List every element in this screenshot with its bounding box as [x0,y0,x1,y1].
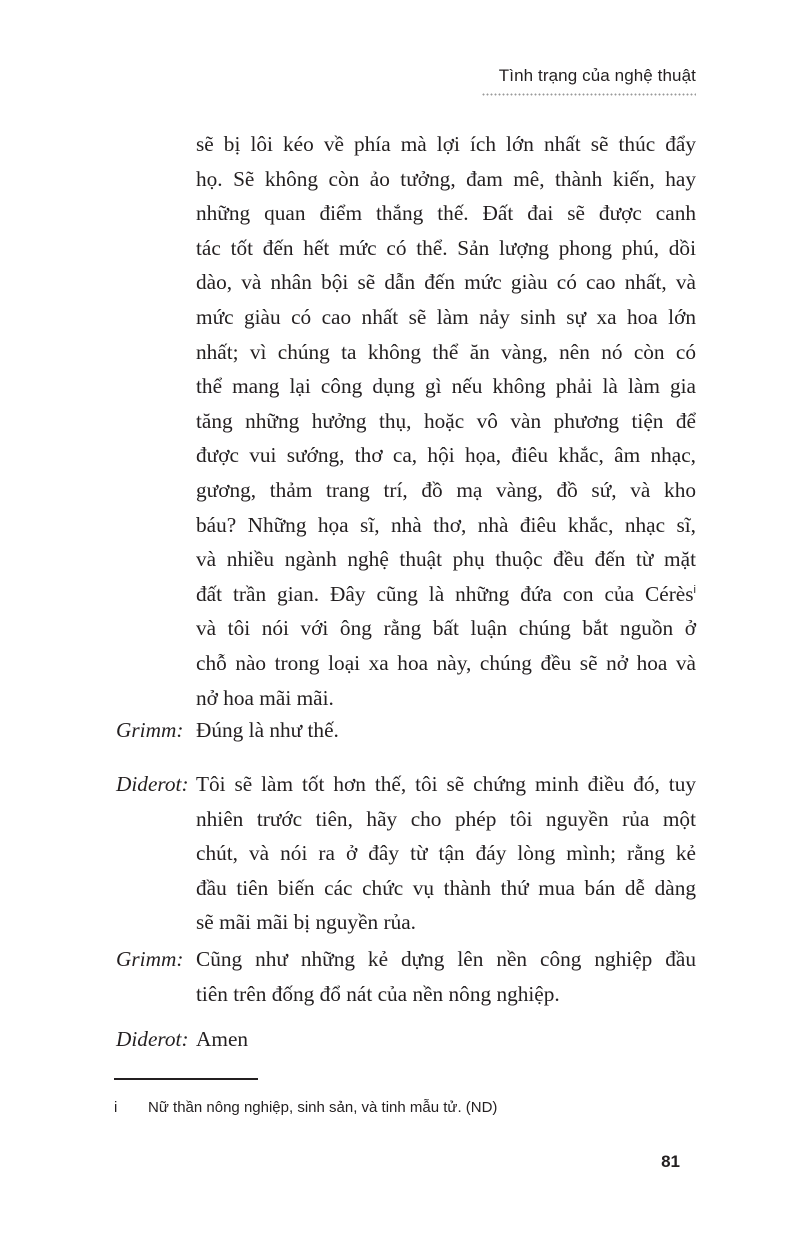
paragraph-line: họ. Sẽ không còn ảo tưởng, đam mê, thành kiến, hay [196,166,696,191]
dialogue-entry-grimm-1 [116,713,696,748]
running-header-title: Tình trạng của nghệ thuật [498,66,696,85]
page-number: 81 [661,1152,680,1171]
speech-line: Đúng là như thế. [196,718,339,742]
speaker-label: Grimm: [116,718,184,742]
footnote-marker: i [114,1099,118,1116]
footnote [114,1099,497,1116]
speech-line: tiên trên đống đổ nát của nền nông nghiệp. [196,981,560,1006]
paragraph-line: mức giàu có cao nhất sẽ làm nảy sinh sự xa hoa lớn [196,304,696,329]
footnote-reference[interactable]: i [693,583,696,596]
speaker-label: Grimm: [116,947,184,971]
paragraph-line: được vui sướng, thơ ca, hội họa, điêu khắc, âm nhạc, [196,443,696,468]
dialogue-entry-diderot-1 [116,767,696,940]
paragraph-line: gương, thảm trang trí, đồ mạ vàng, đồ sứ, và kho [196,477,696,502]
paragraph-line: và tôi nói với ông rằng bất luận chúng bắt nguồn ở [196,616,696,641]
speech-text [196,713,696,748]
paragraph-line: và nhiều ngành nghệ thuật phụ thuộc đều đến từ mặt [196,547,696,572]
dialogue-entry-grimm-2 [116,942,696,1011]
paragraph-line: tác tốt đến hết mức có thể. Sản lượng phong phú, dồi [196,235,696,260]
speech-line: sẽ mãi mãi bị nguyền rủa. [196,910,417,935]
speech-line: Tôi sẽ làm tốt hơn thế, tôi sẽ chứng minh điều đó, tuy [196,772,696,796]
speaker-label: Diderot: [116,772,189,796]
paragraph-line-text: đất trần gian. Đây cũng là những đứa con của Cérès [196,581,694,606]
speech-line: đầu tiên biến các chức vụ thành thứ mua bán dễ dàng [196,875,696,900]
header-dotted-rule [482,93,696,96]
footnote-separator [114,1078,258,1080]
speech-line: chút, và nói ra ở đây từ tận đáy lòng mình; rằng kẻ [196,841,696,866]
paragraph-line-with-footnote [196,577,696,612]
speech-text [196,1022,696,1057]
paragraph-line: nở hoa mãi mãi. [196,685,334,710]
speech-text [196,767,696,940]
speech-line: Cũng như những kẻ dựng lên nền công nghiệp đầu [196,947,696,971]
speech-line: Amen [196,1027,249,1051]
footnote-text: Nữ thần nông nghiệp, sinh sản, và tinh mẫu tử. (ND) [148,1099,498,1116]
paragraph-line: thể mang lại công dụng gì nếu không phải là làm gia [196,374,696,399]
paragraph-line: dào, và nhân bội sẽ dẫn đến mức giàu có cao nhất, và [196,270,696,295]
speech-line: nhiên trước tiên, hãy cho phép tôi nguyền rủa một [196,806,696,831]
paragraph-line: sẽ bị lôi kéo về phía mà lợi ích lớn nhất sẽ thúc đẩy [196,132,696,156]
main-paragraph [196,127,696,715]
speech-text [196,942,696,1011]
paragraph-line: báu? Những họa sĩ, nhà thơ, nhà điêu khắc, nhạc sĩ, [196,512,696,537]
paragraph-line: nhất; vì chúng ta không thể ăn vàng, nên nó còn có [196,339,696,364]
speaker-label: Diderot: [116,1027,189,1051]
dialogue-entry-diderot-2 [116,1022,696,1057]
paragraph-line: những quan điểm thắng thế. Đất đai sẽ được canh [196,201,696,226]
paragraph-line: tăng những hưởng thụ, hoặc vô vàn phương tiện để [196,408,696,433]
paragraph-line: chỗ nào trong loại xa hoa này, chúng đều sẽ nở hoa và [196,650,696,675]
